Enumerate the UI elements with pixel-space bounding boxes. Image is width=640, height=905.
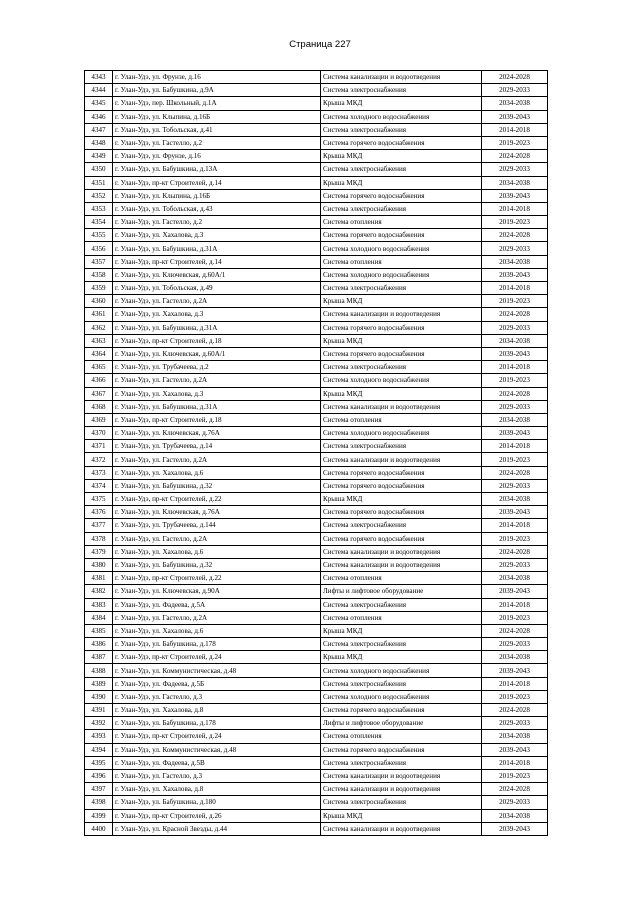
- system-cell: Система отопления: [321, 730, 482, 743]
- system-cell: Система электроснабжения: [321, 519, 482, 532]
- period-cell: 2024-2028: [482, 466, 548, 479]
- address-cell: г. Улан-Удэ, пр-кт Строителей, д.14: [113, 176, 321, 189]
- row-number: 4349: [85, 150, 113, 163]
- table-row: [85, 440, 548, 453]
- row-number: 4351: [85, 176, 113, 189]
- table-row: [85, 783, 548, 796]
- table-row: [85, 506, 548, 519]
- table-row: [85, 664, 548, 677]
- system-cell: Система электроснабжения: [321, 163, 482, 176]
- row-number: 4357: [85, 255, 113, 268]
- table-row: [85, 202, 548, 215]
- row-number: 4352: [85, 189, 113, 202]
- row-number: 4346: [85, 110, 113, 123]
- row-number: 4392: [85, 717, 113, 730]
- system-cell: Система канализации и водоотведения: [321, 769, 482, 782]
- period-cell: 2014-2018: [482, 361, 548, 374]
- address-cell: г. Улан-Удэ, ул. Бабушкина, д.13А: [113, 163, 321, 176]
- address-cell: г. Улан-Удэ, ул. Бабушкина, д.178: [113, 638, 321, 651]
- period-cell: 2029-2033: [482, 163, 548, 176]
- row-number: 4368: [85, 400, 113, 413]
- table-row: [85, 624, 548, 637]
- table-row: [85, 796, 548, 809]
- table-row: [85, 638, 548, 651]
- address-cell: г. Улан-Удэ, ул. Коммунистическая, д.48: [113, 664, 321, 677]
- row-number: 4388: [85, 664, 113, 677]
- period-cell: 2024-2028: [482, 545, 548, 558]
- table-row: [85, 756, 548, 769]
- table-row: [85, 427, 548, 440]
- address-cell: г. Улан-Удэ, пр-кт Строителей, д.14: [113, 255, 321, 268]
- system-cell: Система холодного водоснабжения: [321, 374, 482, 387]
- period-cell: 2019-2023: [482, 769, 548, 782]
- address-cell: г. Улан-Удэ, ул. Тобольская, д.49: [113, 282, 321, 295]
- system-cell: Система канализации и водоотведения: [321, 558, 482, 571]
- system-cell: Система холодного водоснабжения: [321, 690, 482, 703]
- period-cell: 2019-2023: [482, 611, 548, 624]
- row-number: 4356: [85, 242, 113, 255]
- period-cell: 2029-2033: [482, 479, 548, 492]
- period-cell: 2019-2023: [482, 216, 548, 229]
- period-cell: 2024-2028: [482, 229, 548, 242]
- address-cell: г. Улан-Удэ, пр-кт Строителей, д.22: [113, 572, 321, 585]
- system-cell: Система холодного водоснабжения: [321, 427, 482, 440]
- address-cell: г. Улан-Удэ, ул. Бабушкина, д.32: [113, 479, 321, 492]
- system-cell: Лифты и лифтовое оборудование: [321, 585, 482, 598]
- table-row: [85, 334, 548, 347]
- period-cell: 2034-2038: [482, 572, 548, 585]
- row-number: 4374: [85, 479, 113, 492]
- system-cell: Система электроснабжения: [321, 677, 482, 690]
- address-cell: г. Улан-Удэ, ул. Хахалова, д.3: [113, 387, 321, 400]
- address-cell: г. Улан-Удэ, ул. Фрунзе, д.16: [113, 71, 321, 84]
- address-cell: г. Улан-Удэ, ул. Тобольская, д.41: [113, 123, 321, 136]
- row-number: 4370: [85, 427, 113, 440]
- address-cell: г. Улан-Удэ, ул. Бабушкина, д.31А: [113, 321, 321, 334]
- row-number: 4369: [85, 413, 113, 426]
- row-number: 4362: [85, 321, 113, 334]
- address-cell: г. Улан-Удэ, пр-кт Строителей, д.22: [113, 493, 321, 506]
- system-cell: Система канализации и водоотведения: [321, 453, 482, 466]
- table-row: [85, 769, 548, 782]
- address-cell: г. Улан-Удэ, пр-кт Строителей, д.24: [113, 651, 321, 664]
- table-row: [85, 730, 548, 743]
- row-number: 4347: [85, 123, 113, 136]
- row-number: 4383: [85, 598, 113, 611]
- address-cell: г. Улан-Удэ, ул. Бабушкина, д.9А: [113, 84, 321, 97]
- table-row: [85, 136, 548, 149]
- address-cell: г. Улан-Удэ, ул. Фадеева, д.5А: [113, 598, 321, 611]
- period-cell: 2039-2043: [482, 427, 548, 440]
- system-cell: Система канализации и водоотведения: [321, 71, 482, 84]
- system-cell: Система отопления: [321, 413, 482, 426]
- period-cell: 2034-2038: [482, 809, 548, 822]
- table-row: [85, 598, 548, 611]
- row-number: 4371: [85, 440, 113, 453]
- row-number: 4376: [85, 506, 113, 519]
- period-cell: 2024-2028: [482, 783, 548, 796]
- address-cell: г. Улан-Удэ, ул. Гастелло, д.3: [113, 769, 321, 782]
- row-number: 4350: [85, 163, 113, 176]
- period-cell: 2024-2028: [482, 624, 548, 637]
- table-row: [85, 572, 548, 585]
- period-cell: 2029-2033: [482, 321, 548, 334]
- system-cell: Система канализации и водоотведения: [321, 783, 482, 796]
- address-cell: г. Улан-Удэ, ул. Фрунзе, д.16: [113, 150, 321, 163]
- table-row: [85, 84, 548, 97]
- address-cell: г. Улан-Удэ, ул. Хахалова, д.8: [113, 704, 321, 717]
- system-cell: Крыша МКД: [321, 334, 482, 347]
- address-cell: г. Улан-Удэ, ул. Гастелло, д.2А: [113, 295, 321, 308]
- row-number: 4390: [85, 690, 113, 703]
- table-row: [85, 71, 548, 84]
- address-cell: г. Улан-Удэ, ул. Гастелло, д.2А: [113, 453, 321, 466]
- row-number: 4360: [85, 295, 113, 308]
- table-row: [85, 558, 548, 571]
- row-number: 4364: [85, 347, 113, 360]
- row-number: 4380: [85, 558, 113, 571]
- period-cell: 2029-2033: [482, 717, 548, 730]
- row-number: 4343: [85, 71, 113, 84]
- system-cell: Система холодного водоснабжения: [321, 110, 482, 123]
- system-cell: Лифты и лифтовое оборудование: [321, 717, 482, 730]
- period-cell: 2029-2033: [482, 84, 548, 97]
- period-cell: 2019-2023: [482, 690, 548, 703]
- system-cell: Система электроснабжения: [321, 84, 482, 97]
- system-cell: Система горячего водоснабжения: [321, 479, 482, 492]
- table-row: [85, 743, 548, 756]
- address-cell: г. Улан-Удэ, ул. Трубачеева, д.14: [113, 440, 321, 453]
- table-row: [85, 347, 548, 360]
- address-cell: г. Улан-Удэ, ул. Хахалова, д.3: [113, 229, 321, 242]
- period-cell: 2034-2038: [482, 493, 548, 506]
- system-cell: Система электроснабжения: [321, 756, 482, 769]
- row-number: 4373: [85, 466, 113, 479]
- system-cell: Система электроснабжения: [321, 202, 482, 215]
- table-row: [85, 717, 548, 730]
- address-cell: г. Улан-Удэ, ул. Хахалова, д.6: [113, 545, 321, 558]
- row-number: 4384: [85, 611, 113, 624]
- address-cell: г. Улан-Удэ, ул. Хахалова, д.8: [113, 783, 321, 796]
- period-cell: 2039-2043: [482, 506, 548, 519]
- period-cell: 2039-2043: [482, 347, 548, 360]
- period-cell: 2034-2038: [482, 651, 548, 664]
- system-cell: Система канализации и водоотведения: [321, 545, 482, 558]
- address-cell: г. Улан-Удэ, ул. Тобольская, д.43: [113, 202, 321, 215]
- table-row: [85, 690, 548, 703]
- address-cell: г. Улан-Удэ, пер. Школьный, д.1А: [113, 97, 321, 110]
- system-cell: Крыша МКД: [321, 97, 482, 110]
- row-number: 4397: [85, 783, 113, 796]
- period-cell: 2034-2038: [482, 97, 548, 110]
- system-cell: Система электроснабжения: [321, 598, 482, 611]
- table-row: [85, 123, 548, 136]
- address-cell: г. Улан-Удэ, пр-кт Строителей, д.18: [113, 413, 321, 426]
- system-cell: Система отопления: [321, 255, 482, 268]
- period-cell: 2029-2033: [482, 638, 548, 651]
- row-number: 4365: [85, 361, 113, 374]
- schedule-table: [84, 70, 548, 836]
- row-number: 4358: [85, 268, 113, 281]
- address-cell: г. Улан-Удэ, ул. Коммунистическая, д.48: [113, 743, 321, 756]
- period-cell: 2024-2028: [482, 150, 548, 163]
- table-row: [85, 822, 548, 835]
- table-row: [85, 229, 548, 242]
- address-cell: г. Улан-Удэ, ул. Гастелло, д.2: [113, 136, 321, 149]
- row-number: 4395: [85, 756, 113, 769]
- system-cell: Система горячего водоснабжения: [321, 347, 482, 360]
- table-row: [85, 545, 548, 558]
- row-number: 4359: [85, 282, 113, 295]
- table-row: [85, 585, 548, 598]
- address-cell: г. Улан-Удэ, ул. Хахалова, д.6: [113, 466, 321, 479]
- table-row: [85, 216, 548, 229]
- row-number: 4378: [85, 532, 113, 545]
- address-cell: г. Улан-Удэ, ул. Гастелло, д.3: [113, 690, 321, 703]
- period-cell: 2034-2038: [482, 413, 548, 426]
- period-cell: 2039-2043: [482, 268, 548, 281]
- period-cell: 2014-2018: [482, 756, 548, 769]
- period-cell: 2029-2033: [482, 558, 548, 571]
- table-row: [85, 150, 548, 163]
- system-cell: Система холодного водоснабжения: [321, 664, 482, 677]
- table-row: [85, 809, 548, 822]
- system-cell: Система горячего водоснабжения: [321, 506, 482, 519]
- table-row: [85, 163, 548, 176]
- address-cell: г. Улан-Удэ, ул. Бабушкина, д.180: [113, 796, 321, 809]
- row-number: 4396: [85, 769, 113, 782]
- address-cell: г. Улан-Удэ, ул. Клыпина, д.16Б: [113, 110, 321, 123]
- address-cell: г. Улан-Удэ, ул. Бабушкина, д.31А: [113, 400, 321, 413]
- row-number: 4385: [85, 624, 113, 637]
- period-cell: 2014-2018: [482, 123, 548, 136]
- row-number: 4354: [85, 216, 113, 229]
- row-number: 4353: [85, 202, 113, 215]
- address-cell: г. Улан-Удэ, ул. Бабушкина, д.178: [113, 717, 321, 730]
- address-cell: г. Улан-Удэ, ул. Бабушкина, д.32: [113, 558, 321, 571]
- system-cell: Система горячего водоснабжения: [321, 704, 482, 717]
- row-number: 4366: [85, 374, 113, 387]
- system-cell: Система отопления: [321, 572, 482, 585]
- address-cell: г. Улан-Удэ, ул. Хахалова, д.6: [113, 624, 321, 637]
- row-number: 4389: [85, 677, 113, 690]
- table-row: [85, 704, 548, 717]
- system-cell: Крыша МКД: [321, 150, 482, 163]
- system-cell: Крыша МКД: [321, 493, 482, 506]
- period-cell: 2024-2028: [482, 308, 548, 321]
- period-cell: 2014-2018: [482, 440, 548, 453]
- system-cell: Система электроснабжения: [321, 361, 482, 374]
- table-row: [85, 400, 548, 413]
- address-cell: г. Улан-Удэ, ул. Ключевская, д.76А: [113, 427, 321, 440]
- period-cell: 2039-2043: [482, 822, 548, 835]
- table-row: [85, 479, 548, 492]
- address-cell: г. Улан-Удэ, пр-кт Строителей, д.26: [113, 809, 321, 822]
- page-header: Страница 227: [289, 39, 351, 50]
- system-cell: Система электроснабжения: [321, 123, 482, 136]
- system-cell: Система горячего водоснабжения: [321, 189, 482, 202]
- period-cell: 2024-2028: [482, 704, 548, 717]
- table-row: [85, 677, 548, 690]
- row-number: 4386: [85, 638, 113, 651]
- period-cell: 2029-2033: [482, 400, 548, 413]
- period-cell: 2019-2023: [482, 532, 548, 545]
- table-row: [85, 255, 548, 268]
- table-row: [85, 295, 548, 308]
- system-cell: Система холодного водоснабжения: [321, 268, 482, 281]
- row-number: 4355: [85, 229, 113, 242]
- row-number: 4375: [85, 493, 113, 506]
- period-cell: 2039-2043: [482, 743, 548, 756]
- row-number: 4394: [85, 743, 113, 756]
- row-number: 4363: [85, 334, 113, 347]
- system-cell: Система горячего водоснабжения: [321, 136, 482, 149]
- period-cell: 2039-2043: [482, 189, 548, 202]
- period-cell: 2039-2043: [482, 664, 548, 677]
- row-number: 4387: [85, 651, 113, 664]
- period-cell: 2034-2038: [482, 176, 548, 189]
- period-cell: 2014-2018: [482, 202, 548, 215]
- row-number: 4345: [85, 97, 113, 110]
- address-cell: г. Улан-Удэ, ул. Фадеева, д.5В: [113, 756, 321, 769]
- table-row: [85, 321, 548, 334]
- period-cell: 2034-2038: [482, 334, 548, 347]
- table-row: [85, 282, 548, 295]
- address-cell: г. Улан-Удэ, ул. Клыпина, д.16Б: [113, 189, 321, 202]
- row-number: 4372: [85, 453, 113, 466]
- table-row: [85, 176, 548, 189]
- system-cell: Система отопления: [321, 611, 482, 624]
- period-cell: 2024-2028: [482, 387, 548, 400]
- address-cell: г. Улан-Удэ, пр-кт Строителей, д.24: [113, 730, 321, 743]
- table-row: [85, 189, 548, 202]
- system-cell: Крыша МКД: [321, 387, 482, 400]
- address-cell: г. Улан-Удэ, ул. Ключевская, д.60А/1: [113, 268, 321, 281]
- address-cell: г. Улан-Удэ, ул. Ключевская, д.90А: [113, 585, 321, 598]
- address-cell: г. Улан-Удэ, ул. Трубачеева, д.2: [113, 361, 321, 374]
- period-cell: 2014-2018: [482, 677, 548, 690]
- system-cell: Крыша МКД: [321, 651, 482, 664]
- row-number: 4379: [85, 545, 113, 558]
- system-cell: Крыша МКД: [321, 176, 482, 189]
- table-row: [85, 466, 548, 479]
- address-cell: г. Улан-Удэ, ул. Трубачеева, д.144: [113, 519, 321, 532]
- address-cell: г. Улан-Удэ, ул. Красной Звезды, д.44: [113, 822, 321, 835]
- table-row: [85, 493, 548, 506]
- table-row: [85, 308, 548, 321]
- period-cell: 2039-2043: [482, 585, 548, 598]
- address-cell: г. Улан-Удэ, ул. Фадеева, д.5Б: [113, 677, 321, 690]
- address-cell: г. Улан-Удэ, ул. Гастелло, д.2А: [113, 532, 321, 545]
- system-cell: Система электроснабжения: [321, 440, 482, 453]
- period-cell: 2019-2023: [482, 136, 548, 149]
- table-row: [85, 242, 548, 255]
- row-number: 4393: [85, 730, 113, 743]
- table-row: [85, 361, 548, 374]
- table-row: [85, 374, 548, 387]
- address-cell: г. Улан-Удэ, пр-кт Строителей, д.18: [113, 334, 321, 347]
- system-cell: Крыша МКД: [321, 809, 482, 822]
- address-cell: г. Улан-Удэ, ул. Бабушкина, д.31А: [113, 242, 321, 255]
- address-cell: г. Улан-Удэ, ул. Гастелло, д.2: [113, 216, 321, 229]
- system-cell: Система электроснабжения: [321, 638, 482, 651]
- table-row: [85, 651, 548, 664]
- period-cell: 2019-2023: [482, 453, 548, 466]
- row-number: 4381: [85, 572, 113, 585]
- row-number: 4361: [85, 308, 113, 321]
- system-cell: Система канализации и водоотведения: [321, 400, 482, 413]
- table-row: [85, 268, 548, 281]
- period-cell: 2019-2023: [482, 374, 548, 387]
- row-number: 4399: [85, 809, 113, 822]
- address-cell: г. Улан-Удэ, ул. Гастелло, д.2А: [113, 611, 321, 624]
- table-row: [85, 611, 548, 624]
- system-cell: Система канализации и водоотведения: [321, 308, 482, 321]
- row-number: 4400: [85, 822, 113, 835]
- row-number: 4348: [85, 136, 113, 149]
- period-cell: 2034-2038: [482, 730, 548, 743]
- table-row: [85, 387, 548, 400]
- row-number: 4377: [85, 519, 113, 532]
- table-body: [85, 71, 548, 836]
- table-row: [85, 97, 548, 110]
- address-cell: г. Улан-Удэ, ул. Ключевская, д.76А: [113, 506, 321, 519]
- address-cell: г. Улан-Удэ, ул. Гастелло, д.2А: [113, 374, 321, 387]
- row-number: 4398: [85, 796, 113, 809]
- period-cell: 2039-2043: [482, 110, 548, 123]
- period-cell: 2024-2028: [482, 71, 548, 84]
- table-row: [85, 413, 548, 426]
- system-cell: Система горячего водоснабжения: [321, 532, 482, 545]
- system-cell: Система горячего водоснабжения: [321, 743, 482, 756]
- row-number: 4367: [85, 387, 113, 400]
- period-cell: 2019-2023: [482, 295, 548, 308]
- system-cell: Система горячего водоснабжения: [321, 229, 482, 242]
- address-cell: г. Улан-Удэ, ул. Хахалова, д.3: [113, 308, 321, 321]
- table-row: [85, 110, 548, 123]
- row-number: 4382: [85, 585, 113, 598]
- row-number: 4391: [85, 704, 113, 717]
- system-cell: Крыша МКД: [321, 295, 482, 308]
- address-cell: г. Улан-Удэ, ул. Ключевская, д.60А/1: [113, 347, 321, 360]
- system-cell: Система горячего водоснабжения: [321, 321, 482, 334]
- period-cell: 2034-2038: [482, 255, 548, 268]
- system-cell: Система холодного водоснабжения: [321, 242, 482, 255]
- system-cell: Система электроснабжения: [321, 796, 482, 809]
- system-cell: Крыша МКД: [321, 624, 482, 637]
- table-row: [85, 519, 548, 532]
- system-cell: Система горячего водоснабжения: [321, 466, 482, 479]
- period-cell: 2014-2018: [482, 519, 548, 532]
- system-cell: Система канализации и водоотведения: [321, 822, 482, 835]
- table-row: [85, 532, 548, 545]
- period-cell: 2029-2033: [482, 242, 548, 255]
- system-cell: Система электроснабжения: [321, 282, 482, 295]
- period-cell: 2014-2018: [482, 282, 548, 295]
- system-cell: Система отопления: [321, 216, 482, 229]
- period-cell: 2014-2018: [482, 598, 548, 611]
- table-row: [85, 453, 548, 466]
- period-cell: 2029-2033: [482, 796, 548, 809]
- row-number: 4344: [85, 84, 113, 97]
